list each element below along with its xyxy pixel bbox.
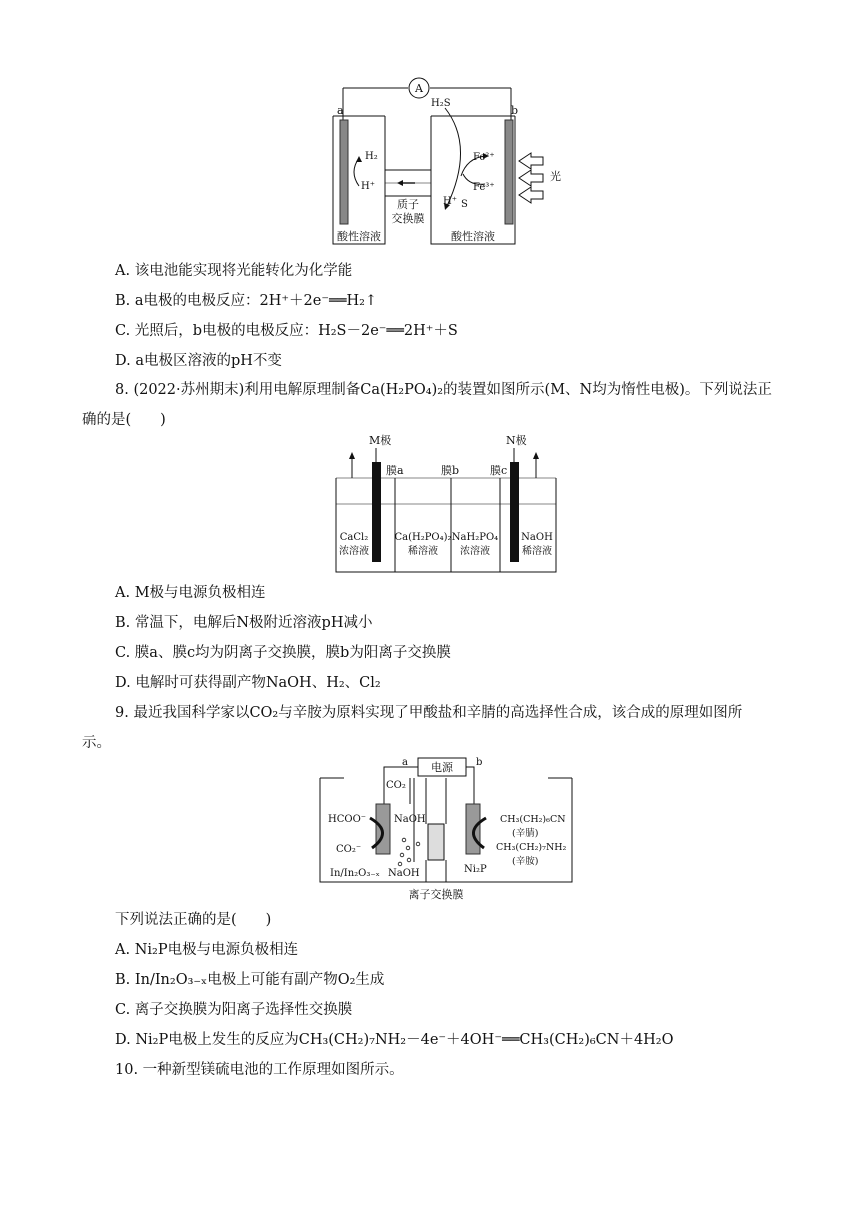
q7-option-a: A. 该电池能实现将光能转化为化学能 [115,263,353,279]
ammeter-label: A [415,82,423,95]
left-solution-label: 酸性溶液 [337,230,381,243]
h2-label: H₂ [365,151,378,162]
electrode-b [505,120,513,224]
cell2-label-2: 稀溶液 [408,546,438,557]
q7-option-c: C. 光照后，b电极的电极反应：H₂S－2e⁻══2H⁺＋S [115,323,458,339]
q8-option-a: A. M极与电源负极相连 [115,585,266,601]
q9-question: 下列说法正确的是( ) [115,912,272,928]
in-electrode-label: In/In₂O₃₋ₓ [330,868,380,879]
co2-inlet-label: CO₂ [386,780,406,791]
nitrile-formula: CH₃(CH₂)₆CN [500,814,566,825]
ion-exchange-membrane [428,824,444,860]
q9-stem-line1: 9. 最近我国科学家以CO₂与辛胺为原料实现了甲酸盐和辛腈的高选择性合成，该合成的原理如图所 [115,705,743,721]
q9-option-a: A. Ni₂P电极与电源负极相连 [115,942,299,958]
q9-stem-line2: 示。 [82,735,111,751]
q8-stem-line2: 确的是( ) [82,412,166,428]
amine-formula: CH₃(CH₂)₇NH₂ [496,842,567,853]
fe3-label: Fe³⁺ [473,182,495,193]
q9-figure [316,752,576,902]
q10-stem: 10. 一种新型镁硫电池的工作原理如图所示。 [115,1062,404,1078]
light-arrows [519,153,543,203]
q7-option-d: D. a电极区溶液的pH不变 [115,353,282,369]
membrane-c-label: 膜c [490,464,508,477]
n-electrode [510,462,519,562]
cell4-label-2: 稀溶液 [522,546,552,557]
naoh-bottom-label: NaOH [388,868,420,879]
wire-b-label: b [476,757,483,768]
amine-name: (辛胺) [512,856,539,867]
h-plus-left-label: H⁺ [361,181,375,192]
q9-option-c: C. 离子交换膜为阳离子选择性交换膜 [115,1002,353,1018]
wire-a-label: a [402,757,408,768]
h2s-label: H₂S [431,98,451,109]
membrane-b-label: 膜b [441,464,460,477]
power-label: 电源 [431,761,453,774]
q8-option-b: B. 常温下，电解后N极附近溶液pH减小 [115,615,373,631]
cell1-label-1: CaCl₂ [339,532,369,543]
membrane-a-label: 膜a [386,464,404,477]
membrane-label-1: 质子 [397,198,419,211]
cell3-label-1: NaH₂PO₄ [451,532,499,543]
electrode-a [340,120,348,224]
right-solution-label: 酸性溶液 [451,230,495,243]
q7-option-b: B. a电极的电极反应：2H⁺＋2e⁻══H₂↑ [115,293,378,309]
cell3-label-2: 浓溶液 [460,546,490,557]
q8-option-c: C. 膜a、膜c均为阴离子交换膜，膜b为阳离子交换膜 [115,645,451,661]
m-electrode-label: M极 [369,434,392,447]
co2-anion-label: CO₂⁻ [336,844,362,855]
naoh-top-label: NaOH [394,814,426,825]
m-electrode [372,462,381,562]
cell4-label-1: NaOH [521,532,553,543]
s-label: S [461,199,468,210]
q8-figure [334,432,560,574]
cell1-label-2: 浓溶液 [339,546,369,557]
q8-stem-line1: 8. (2022·苏州期末)利用电解原理制备Ca(H₂PO₄)₂的装置如图所示(M、N均为惰性电极)。下列说法正 [115,382,772,398]
n-electrode-label: N极 [506,434,527,447]
q9-option-d: D. Ni₂P电极上发生的反应为CH₃(CH₂)₇NH₂－4e⁻＋4OH⁻══CH₃(CH₂)₆CN＋4H₂O [115,1032,674,1048]
membrane-caption: 离子交换膜 [408,888,464,901]
h-plus-right-label: H⁺ [443,196,457,207]
fe2-label: Fe²⁺ [473,152,495,163]
q8-option-d: D. 电解时可获得副产物NaOH、H₂、Cl₂ [115,675,381,691]
light-label: 光 [550,170,561,183]
membrane-label-2: 交换膜 [391,212,425,225]
ni2p-label: Ni₂P [464,864,487,875]
nitrile-name: (辛腈) [512,828,539,839]
q7-figure [325,76,575,248]
hcoo-label: HCOO⁻ [328,814,367,825]
cell2-label-1: Ca(H₂PO₄)₂ [394,532,452,543]
electrode-b-label: b [511,104,519,117]
q9-option-b: B. In/In₂O₃₋ₓ电极上可能有副产物O₂生成 [115,972,385,988]
electrode-a-label: a [337,104,344,117]
